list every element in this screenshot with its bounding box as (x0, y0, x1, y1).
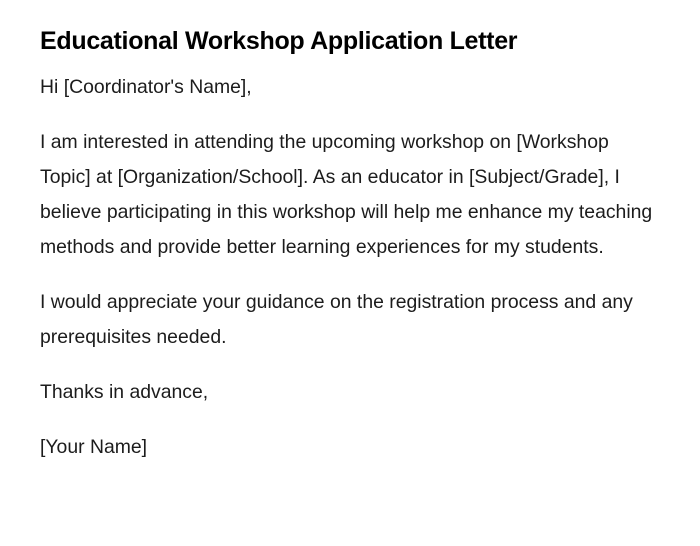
letter-document (40, 26, 660, 465)
letter-signature: [Your Name] (40, 436, 148, 458)
letter-body-paragraph-1: I am interested in attending the upcoming workshop on [Workshop Topic] at [Organization/School]. As an educator in [Subject/Grade], I believe participating in this workshop will help me enhance my teaching methods and provide better learning experiences for my students. (40, 131, 653, 258)
document-title: Educational Workshop Application Letter (40, 27, 518, 55)
letter-greeting: Hi [Coordinator's Name], (40, 76, 252, 98)
letter-closing: Thanks in advance, (40, 381, 209, 403)
letter-body-paragraph-2: I would appreciate your guidance on the registration process and any prerequisites needed. (40, 291, 633, 348)
